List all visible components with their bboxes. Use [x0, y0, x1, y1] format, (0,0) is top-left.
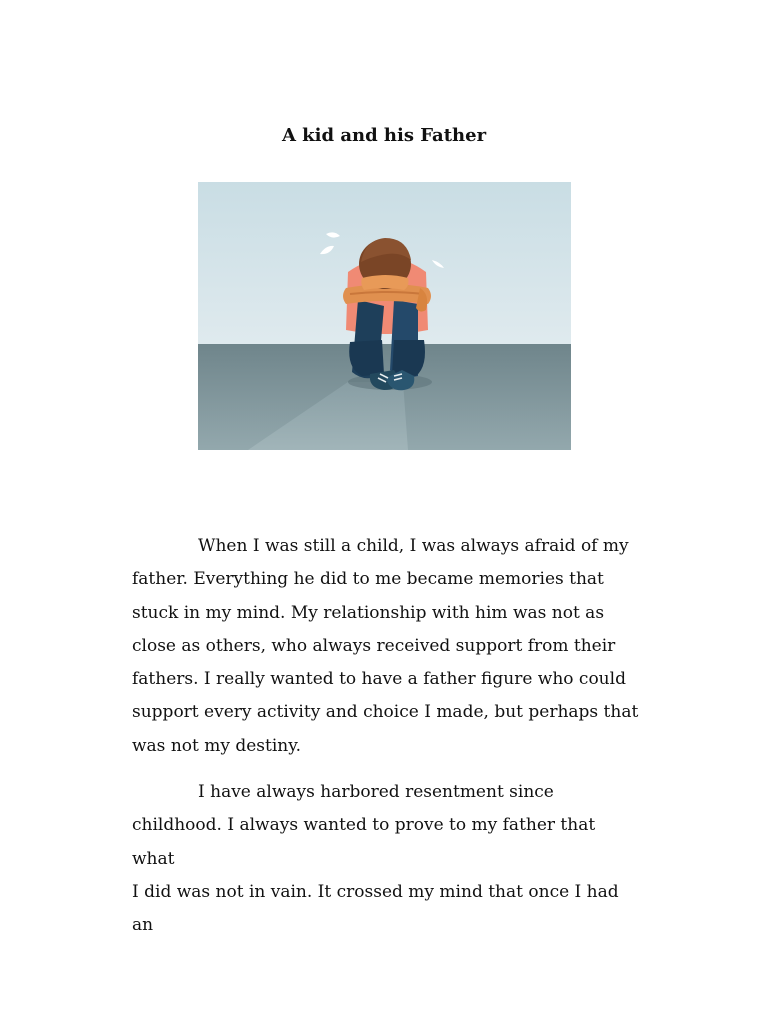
paragraph: I have always harbored resentment since childhood. I always wanted to prove to my father that what I did was not in vain. It crossed my mind that once I had an: [132, 782, 619, 936]
document-body: [132, 530, 642, 956]
child-legs: [392, 340, 425, 376]
paragraph: When I was still a child, I was always afraid of my father. Everything he did to me became memories that stuck in my mind. My relationship with him was not as close as others, who always received support from their fathers. I really wanted to have a father figure who could support every activity and choice I made, but perhaps that was not my destiny.: [132, 536, 639, 756]
illustration-svg: [198, 182, 571, 450]
child-forearm: [361, 275, 408, 290]
document-title: A kid and his Father: [281, 125, 487, 146]
crying-child-illustration: [198, 182, 571, 450]
